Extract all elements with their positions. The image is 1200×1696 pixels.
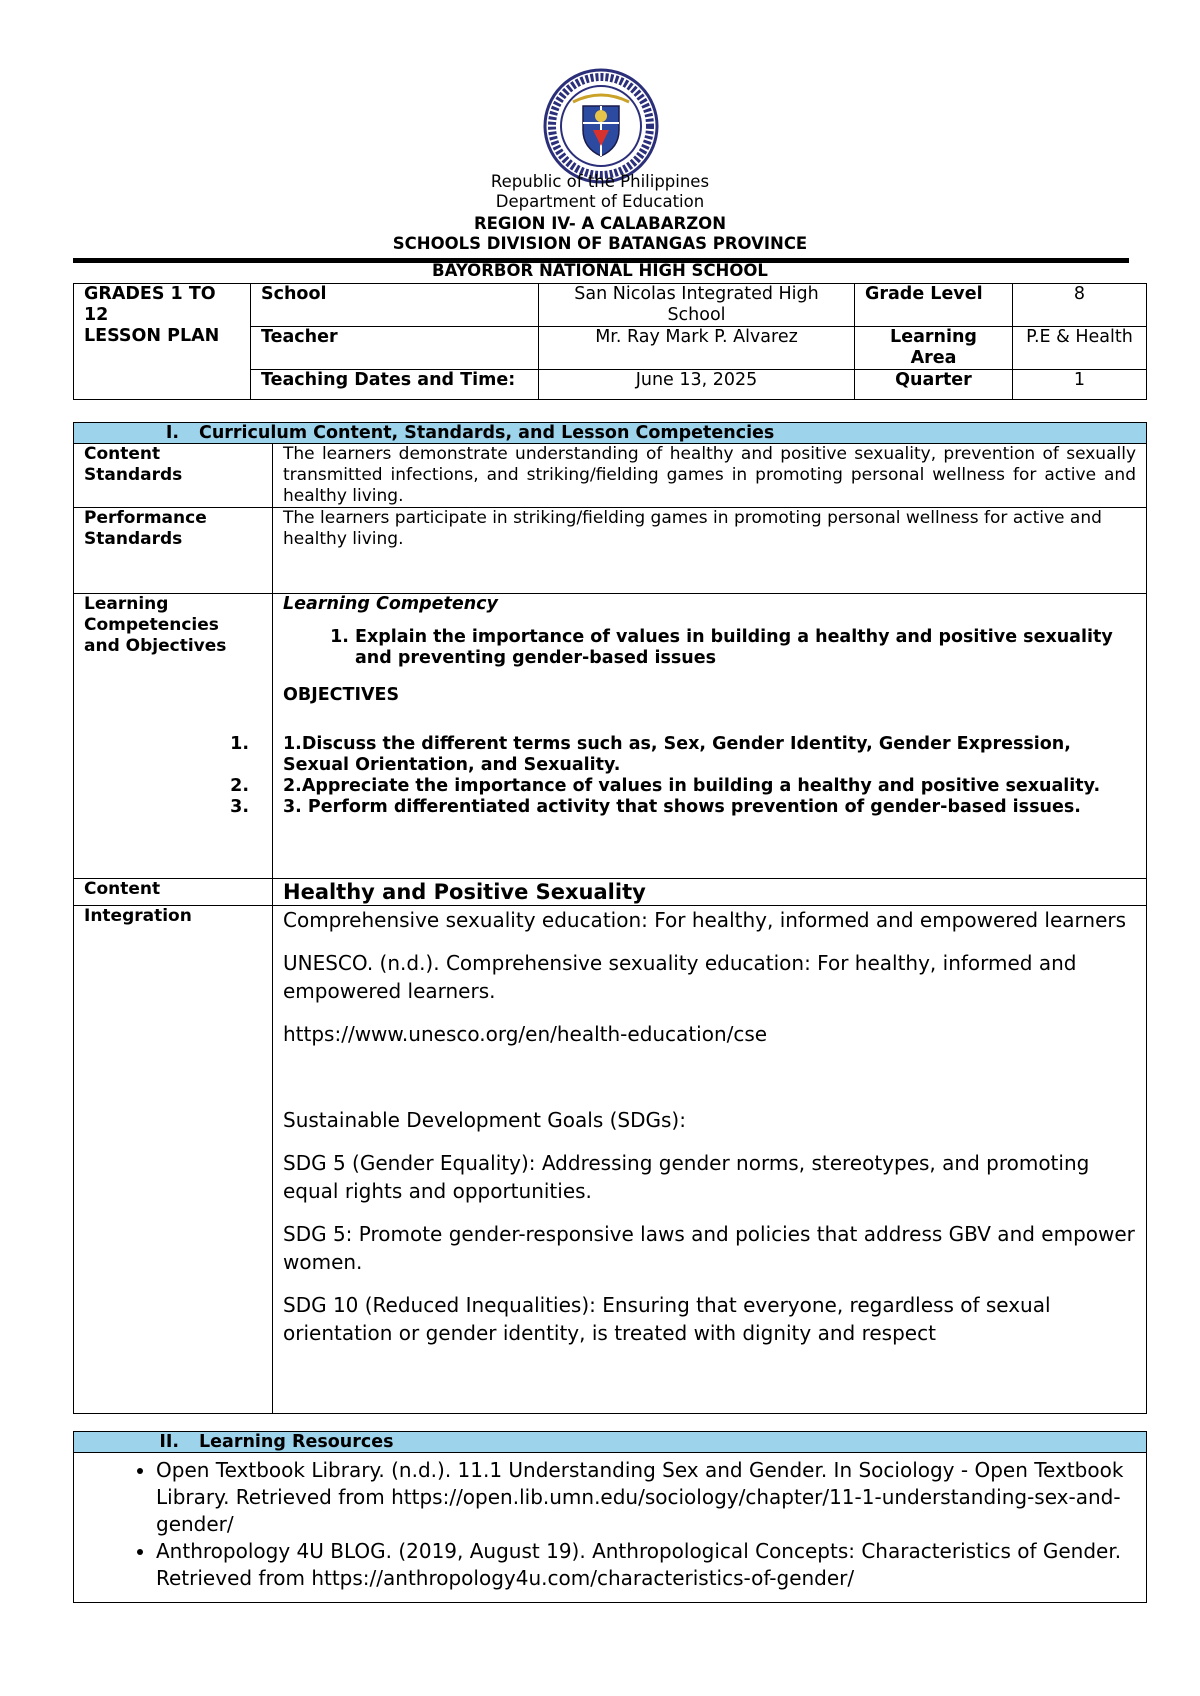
performance-standards-label-line1: Performance <box>84 508 207 528</box>
integration-label: Integration <box>74 906 273 1414</box>
integration-cse-title: Comprehensive sexuality education: For healthy, informed and empowered learners <box>283 908 1127 932</box>
objective-text: 3. Perform differentiated activity that shows prevention of gender-based issues. <box>283 797 1081 817</box>
teacher-value: Mr. Ray Mark P. Alvarez <box>539 327 855 370</box>
competencies-cell <box>230 594 1147 879</box>
header-school: BAYORBOR NATIONAL HIGH SCHOOL <box>432 261 768 280</box>
content-title: Healthy and Positive Sexuality <box>273 879 1147 906</box>
performance-standards-text: The learners participate in striking/fielding games in promoting personal wellness for active and healthy living. <box>273 508 1147 594</box>
integration-sdg10: SDG 10 (Reduced Inequalities): Ensuring that everyone, regardless of sexual orientation or gender identity, is treated with dignity and respect <box>283 1293 1051 1345</box>
performance-standards-label-line2: Standards <box>84 529 183 549</box>
header-region: REGION IV- A CALABARZON <box>473 214 727 233</box>
competencies-label-line1: Learning <box>84 594 169 614</box>
quarter-value: 1 <box>1013 370 1147 400</box>
content-standards-text: The learners demonstrate understanding of healthy and positive sexuality, prevention of sexually transmitted infections, and striking/fielding games in promoting personal wellness for active and healthy living. <box>273 444 1147 508</box>
objectives-list <box>230 734 1136 818</box>
section-1-title: Curriculum Content, Standards, and Lesson Competencies <box>199 423 775 443</box>
resources-list <box>84 1457 1136 1592</box>
dates-label: Teaching Dates and Time: <box>251 370 539 400</box>
quarter-label: Quarter <box>855 370 1013 400</box>
resource-item: • Open Textbook Library. (n.d.). 11.1 Understanding Sex and Gender. In Sociology - Open Textbook Library. Retrieved from https://open.lib.umn.edu/sociology/chapter/11-1-understanding-sex-and-gender/ <box>156 1457 1136 1538</box>
grade-value: 8 <box>1013 284 1147 327</box>
lesson-info-table <box>73 283 1147 400</box>
integration-unesco-link[interactable]: https://www.unesco.org/en/health-education/cse <box>283 1022 768 1046</box>
objective-item <box>230 734 1136 776</box>
curriculum-table <box>73 422 1147 1414</box>
learning-area-value: P.E & Health <box>1013 327 1147 370</box>
learning-area-label <box>855 327 1013 370</box>
competency-item: 1. Explain the importance of values in building a healthy and positive sexuality and preventing gender-based issues <box>355 627 1136 669</box>
learning-resources-table <box>73 1431 1147 1603</box>
competency-heading: Learning Competency <box>283 594 498 614</box>
performance-standards-label <box>74 508 273 594</box>
integration-sdg-heading: Sustainable Development Goals (SDGs): <box>283 1108 686 1132</box>
integration-sdg5-equality: SDG 5 (Gender Equality): Addressing gender norms, stereotypes, and promoting equal rights and opportunities. <box>283 1151 1090 1203</box>
integration-unesco-citation: UNESCO. (n.d.). Comprehensive sexuality education: For healthy, informed and empowered learners. <box>283 951 1077 1003</box>
school-label: School <box>251 284 539 327</box>
section-2-header <box>74 1432 1147 1453</box>
section-1-number: I. <box>165 423 179 443</box>
learning-area-label-line2: Area <box>910 348 957 368</box>
competencies-label-line2: Competencies <box>84 615 219 635</box>
objective-item <box>230 776 1136 797</box>
integration-sdg5-gbv: SDG 5: Promote gender-responsive laws and policies that address GBV and empower women. <box>283 1222 1135 1274</box>
objective-text: 1.Discuss the different terms such as, Sex, Gender Identity, Gender Expression, Sexual Orientation, and Sexuality. <box>283 734 1071 775</box>
plan-title-line2: 12 <box>84 305 109 325</box>
objective-number: 1. <box>230 734 249 754</box>
header-republic: Republic of the Philippines <box>490 172 710 191</box>
resources-cell <box>74 1453 1147 1603</box>
section-2-number: II. <box>159 1432 179 1452</box>
teacher-label: Teacher <box>251 327 539 370</box>
objective-text: 2.Appreciate the importance of values in building a healthy and positive sexuality. <box>283 776 1101 796</box>
content-label: Content <box>74 879 273 906</box>
school-value-line1: San Nicolas Integrated High <box>574 284 819 304</box>
objective-number: 3. <box>230 797 249 817</box>
header-department: Department of Education <box>495 192 705 211</box>
competency-list <box>283 627 1136 669</box>
grade-label: Grade Level <box>855 284 1013 327</box>
plan-title-line3: LESSON PLAN <box>84 326 220 346</box>
learning-area-label-line1: Learning <box>890 327 977 347</box>
content-standards-label-line2: Standards <box>84 465 183 485</box>
objective-number: 2. <box>230 776 249 796</box>
content-standards-label-line1: Content <box>84 444 161 464</box>
objectives-heading: OBJECTIVES <box>283 685 400 705</box>
header-division: SCHOOLS DIVISION OF BATANGAS PROVINCE <box>392 234 808 253</box>
content-standards-label <box>74 444 273 508</box>
deped-seal-logo <box>543 68 659 184</box>
resource-item: • Anthropology 4U BLOG. (2019, August 19). Anthropological Concepts: Characteristics of Gender. Retrieved from https://anthropology4u.com/characteristics-of-gender/ <box>156 1538 1136 1592</box>
plan-title-cell <box>74 284 251 400</box>
objective-item <box>230 797 1136 818</box>
integration-cell <box>273 906 1147 1414</box>
plan-title-line1: GRADES 1 TO <box>84 284 216 304</box>
section-1-header <box>74 423 1147 444</box>
competencies-label-line3: and Objectives <box>84 636 227 656</box>
school-value-line2: School <box>667 305 726 325</box>
dates-value: June 13, 2025 <box>539 370 855 400</box>
section-2-title: Learning Resources <box>199 1432 394 1452</box>
school-value <box>539 284 855 327</box>
